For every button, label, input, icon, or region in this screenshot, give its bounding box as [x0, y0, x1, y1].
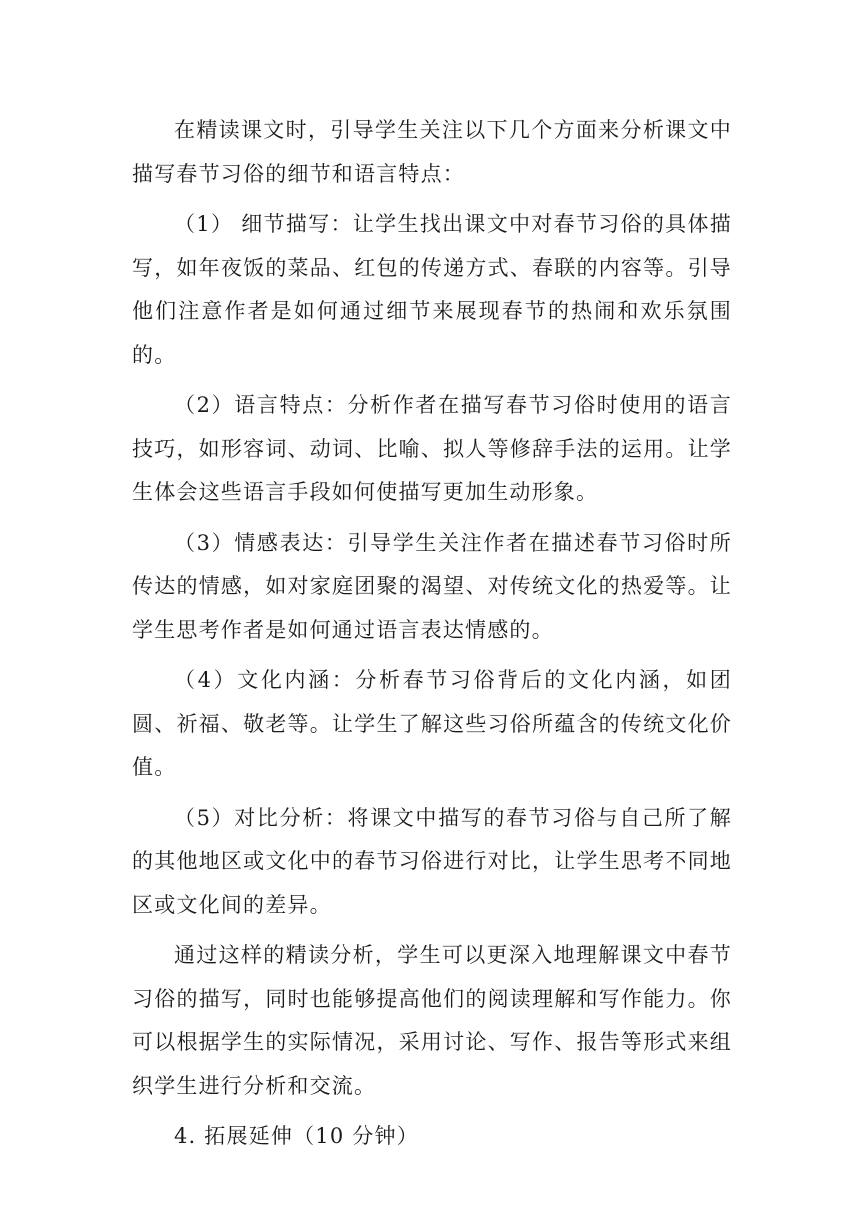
- point-1-detail-description: （1） 细节描写：让学生找出课文中对春节习俗的具体描写，如年夜饭的菜品、红包的传递方式、春联的内容等。引导他们注意作者是如何通过细节来展现春节的热闹和欢乐氛围的。: [132, 212, 732, 367]
- point-3-emotional-expression: （3）情感表达：引导学生关注作者在描述春节习俗时所传达的情感，如对家庭团聚的渴望、对传统文化的热爱等。让学生思考作者是如何通过语言表达情感的。: [132, 530, 732, 642]
- document-body: [132, 109, 732, 1159]
- section-heading: 4. 拓展延伸（10 分钟）: [174, 1124, 419, 1148]
- intro-paragraph: 在精读课文时，引导学生关注以下几个方面来分析课文中描写春节习俗的细节和语言特点：: [132, 118, 732, 186]
- summary-paragraph: 通过这样的精读分析，学生可以更深入地理解课文中春节习俗的描写，同时也能够提高他们的阅读理解和写作能力。你可以根据学生的实际情况，采用讨论、写作、报告等形式来组织学生进行分析和交流。: [132, 943, 732, 1098]
- point-2-language-features: （2）语言特点：分析作者在描写春节习俗时使用的语言技巧，如形容词、动词、比喻、拟人等修辞手法的运用。让学生体会这些语言手段如何使描写更加生动形象。: [132, 393, 732, 504]
- point-4-cultural-connotation: （4）文化内涵：分析春节习俗背后的文化内涵，如团圆、祈福、敬老等。让学生了解这些习俗所蕴含的传统文化价值。: [132, 668, 732, 779]
- point-5-comparative-analysis: （5）对比分析：将课文中描写的春节习俗与自己所了解的其他地区或文化中的春节习俗进行对比，让学生思考不同地区或文化间的差异。: [132, 805, 732, 917]
